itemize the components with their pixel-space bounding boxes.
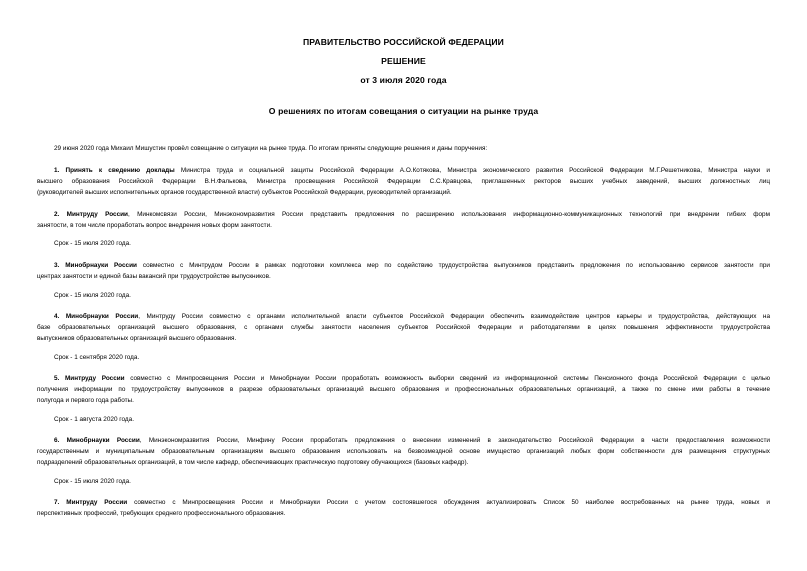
item-4-line-2: базе образовательных организаций высшего образования, с органами службы занятости населения субъектов Российской Федерации и работодателями в целях повышения эффективности трудоустройства — [37, 324, 770, 331]
item-2-line-2: занятости, в том числе проработать вопрос внедрения новых форм занятости. — [37, 222, 272, 229]
item-2-heading: 2. Минтруду России — [54, 211, 128, 218]
item-3-heading: 3. Минобрнауки России — [54, 262, 137, 269]
item-6-line-2: государственным и муниципальным образовательным организациям высшего образования использовать на безвозмездной основе имущество организаций любых форм собственности для размещения структурных — [37, 448, 770, 455]
item-3-line-1: 3. Минобрнауки России совместно с Минтрудом России в рамках подготовки комплекса мер по содействию трудоустройства выпускников представить предложения по использованию сервисов занятости при — [54, 262, 770, 269]
item-1-line-1: 1. Принять к сведению доклады Министра труда и социальной защиты Российской Федерации А.О.Котякова, Министра экономического развития Российской Федерации М.Г.Решетникова, Министра науки и — [54, 167, 770, 174]
item-5-deadline: Срок - 1 августа 2020 года. — [54, 416, 134, 423]
document-date: от 3 июля 2020 года — [360, 75, 447, 85]
item-1-heading: 1. Принять к сведению доклады — [54, 167, 175, 174]
item-5-line-2: получения информации по трудоустройству выпускников в разрезе образовательных организаций высшего образования и профессиональных образовательных организаций, а также по смене ими работы в течение — [37, 386, 770, 393]
item-7-heading: 7. Минтруду России — [54, 499, 128, 506]
item-5-heading: 5. Минтруду России — [54, 375, 125, 382]
item-4-deadline: Срок - 1 сентября 2020 года. — [54, 354, 140, 361]
document-type: РЕШЕНИЕ — [381, 56, 426, 66]
item-1-line-3: (руководителей высших исполнительных органов государственной власти) субъектов Российской Федерации, руководителей организаций. — [37, 189, 452, 196]
item-7-line-2: перспективных профессий, требующих среднего профессионального образования. — [37, 510, 286, 517]
item-6-heading: 6. Минобрнауки России — [54, 437, 140, 444]
item-6-deadline: Срок - 15 июля 2020 года. — [54, 478, 131, 485]
government-heading: ПРАВИТЕЛЬСТВО РОССИЙСКОЙ ФЕДЕРАЦИИ — [303, 37, 504, 47]
item-3-deadline: Срок - 15 июля 2020 года. — [54, 292, 131, 299]
item-7-line-1: 7. Минтруду России совместно с Минпросвещения России и Минобрнауки России с учетом состоявшегося обсуждения актуализировать Список 50 наиболее востребованных на рынке труда, новых и — [54, 499, 770, 506]
item-6-line-3: подразделений образовательных организаций, в том числе кафедр, обеспечивающих практическую подготовку обучающихся (базовых кафедр). — [37, 459, 469, 466]
item-6-line-1: 6. Минобрнауки России, Минэкономразвития России, Минфину России проработать предложения о внесении изменений в законодательство Российской Федерации в части предоставления возможности — [54, 437, 770, 444]
document-title: О решениях по итогам совещания о ситуации на рынке труда — [268, 106, 539, 116]
item-3-line-2: центрах занятости и единой базы вакансий при трудоустройстве выпускников. — [37, 273, 271, 280]
item-2-line-1: 2. Минтруду России, Минкомсвязи России, Минэкономразвития России представить предложения по расширению использования информационно-коммуникационных технологий при внедрении гибких форм — [54, 211, 770, 218]
item-2-deadline: Срок - 15 июля 2020 года. — [54, 240, 131, 247]
item-4-line-3: выпускников образовательных организаций высшего образования. — [37, 335, 237, 342]
item-1-line-2: высшего образования Российской Федерации В.Н.Фалькова, Министра просвещения Российской Федерации С.С.Кравцова, приглашенных ректоров высших учебных заведений, высших должностных лиц — [37, 178, 770, 185]
intro-paragraph: 29 июня 2020 года Михаил Мишустин провёл совещание о ситуации на рынке труда. По итогам приняты следующие решения и даны поручения: — [54, 145, 488, 152]
item-5-line-1: 5. Минтруду России совместно с Минпросвещения России и Минобрнауки России проработать возможность выборки сведений из информационной системы Пенсионного фонда Российской Федерации с целью — [54, 375, 770, 382]
item-4-heading: 4. Минобрнауки России — [54, 313, 139, 320]
item-5-line-3: полугода и первого года работы. — [37, 397, 134, 404]
item-4-line-1: 4. Минобрнауки России, Минтруду России совместно с органами исполнительной власти субъектов Российской Федерации обеспечить взаимодействие центров карьеры и трудоустройства, действующих на — [54, 313, 770, 320]
